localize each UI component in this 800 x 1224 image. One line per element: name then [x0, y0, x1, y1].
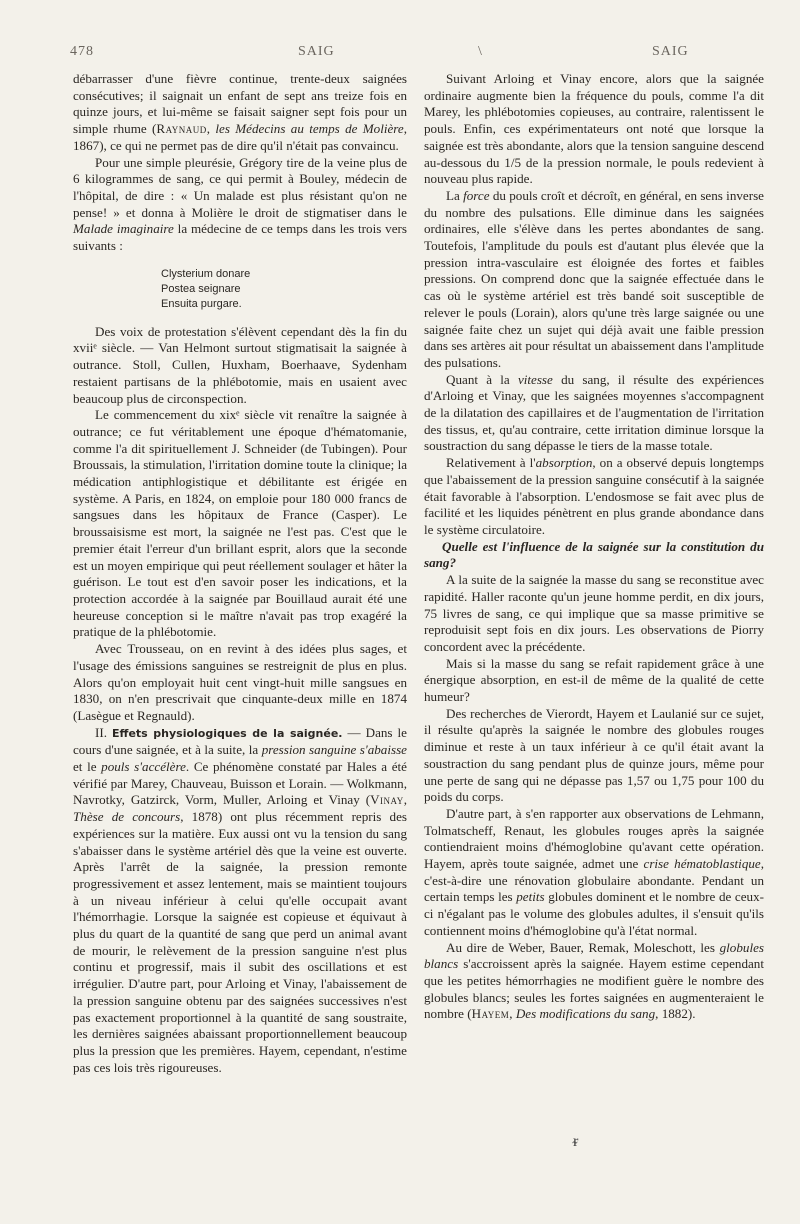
left-column	[73, 71, 407, 1076]
header-title-left: SAIG	[298, 44, 335, 59]
verse-line: Ensuita purgare.	[161, 297, 242, 310]
verse-quote	[161, 267, 407, 312]
paragraph-5: Avec Trousseau, on en revint à des idées plus sages, et l'usage des émissions sanguines se restreignit de plus en plus. Alors qu'on employait huit cent vingt-huit mille sangsues en 1830, on n'en prescrivait que cinquante-deux mille en 1874 (Lasègue et Regnauld).	[73, 641, 407, 723]
page-number: 478	[70, 44, 94, 59]
paragraph-2: Pour une simple pleurésie, Grégory tire de la veine plus de 6 kilogrammes de sang, ce qui permit à Bouley, médecin de l'hôpital, de dire : « Un malade est plus résistant qu'on ne pense! » et donna à Molière le droit de stigmatiser dans le Malade imaginaire la médecine de ce temps dans les trois vers suivants :	[73, 154, 407, 254]
header-slash: \	[478, 44, 483, 59]
paragraph-15: Au dire de Weber, Bauer, Remak, Moleschott, les globules blancs s'accroissent après la saignée. Hayem estime cependant que les petites hémorrhagies ne modifient guère le nombre des globules blancs; seules les fortes saignées en augmenteraient le nombre (Hayem, Des modifications du sang, 1882).	[424, 939, 764, 1022]
paragraph-11: A la suite de la saignée la masse du sang se reconstitue avec rapidité. Haller raconte qu'un jeune homme perdit, en dix jours, 75 livres de sang, ce qui implique que sa masse primitive se reproduisit sept fois en dix jours. Les observations de Piorry concordent avec la précédente.	[424, 572, 764, 654]
verse-line: Postea seignare	[161, 282, 241, 295]
paragraph-13: Des recherches de Vierordt, Hayem et Laulanié sur ce sujet, il résulte qu'après la saignée le nombre des globules rouges diminue et reste à un taux inférieur à ce qu'il était avant la soustraction du sang pendant plus de quinze jours, même pour une perte de sang qui ne dépasse pas 1,57 ou 1,75 pour 100 du poids du corps.	[424, 705, 764, 805]
header-title-right: SAIG	[652, 44, 689, 59]
right-column	[424, 71, 764, 1023]
paragraph-1: débarrasser d'une fièvre continue, trente-deux saignées consécutives; il saignait un enfant de sept ans treize fois en quinze jours, et lui-même se faisait saigner sept fois pour un simple rhume (Raynaud, les Médecins au temps de Molière, 1867), ce qui ne permet pas de dire qu'il n'était pas convaincu.	[73, 71, 408, 153]
subsection-heading: Quelle est l'influence de la saignée sur la constitution du sang?	[424, 538, 764, 571]
paragraph-12: Mais si la masse du sang se refait rapidement grâce à une énergique absorption, en est-il de même de la qualité de cette humeur?	[424, 655, 764, 705]
paragraph-14: D'autre part, à s'en rapporter aux observations de Lehmann, Tolmatscheff, Renaut, les globules rouges après la saignée contiendraient moins d'hémoglobine qu'avant cette opération. Hayem, après toute saignée, admet une crise hématoblastique, c'est-à-dire une rénovation globulaire abondante. Pendant un certain temps les petits globules dominent et le nombre de ceux-ci n'égalant pas le volume des globules adultes, il s'ensuit qu'ils contiennent moins d'hémoglobine qu'à l'état normal.	[424, 805, 765, 938]
running-header	[70, 44, 740, 66]
paragraph-9: Quant à la vitesse du sang, il résulte des expériences d'Arloing et Vinay, que les saignées moyennes s'accompagnent de la dilatation des capillaires et de l'augmentation de l'irritation des tissus, et, qu'au contraire, cette irritation diminue lorsque la soustraction du sang dépasse le tiers de la masse totale.	[424, 371, 764, 454]
paragraph-4: Le commencement du xixᵉ siècle vit renaître la saignée à outrance; ce fut véritablement une époque d'hématomanie, comme l'a dit spirituellement J. Schneider (de Tubingen). Pour Broussais, la stimulation, l'irritation domine toute la clinique; la médication antiphlogistique et débilitante est érigée en système. A Paris, en 1824, on emploie pour 180 000 francs de sangsues dans les hôpitaux de France (Casper). Le broussaisisme est mort, la saignée ne l'est pas. C'est que le premier était l'erreur d'un brillant esprit, alors que la seconde est un moyen empirique qui peut réellement soulager et hâter la guérison. Le tout est d'en savoir poser les indications, et la protection accordée à la saignée par Bouillaud aurait été une heureuse conception si le maître n'avait pas trop exagéré la pratique de la phlébotomie.	[73, 407, 408, 640]
verse-line: Clysterium donare	[161, 267, 251, 280]
section-heading: Effets physiologiques de la saignée.	[112, 726, 343, 740]
footer-mark: ᵲ	[573, 1133, 579, 1150]
paragraph-10: Relativement à l'absorption, on a observé depuis longtemps que l'abaissement de la pression sanguine consécutif à la saignée était favorable à l'absorption. L'endosmose se fait avec plus de facilité et les liquides pénètrent en plus grande abondance dans le système circulatoire.	[424, 455, 764, 537]
paragraph-7: Suivant Arloing et Vinay encore, alors que la saignée ordinaire augmente bien la fréquence du pouls, comme l'a dit Marey, les phlébotomies copieuses, au contraire, ralentissent le pouls. Enfin, ces expérimentateurs ont noté que lorsque la saignée est très abondante, alors que la tension sanguine descend au-dessous du 1/5 de la pression normale, le pouls redevient à nouveau plus rapide.	[424, 71, 764, 187]
paragraph-6: II. Effets physiologiques de la saignée. — Dans le cours d'une saignée, et à la suite, la pression sanguine s'abaisse et le pouls s'accélère. Ce phénomène constaté par Hales a été vérifié par Marey, Chauveau, Buisson et Lorain. — Wolkmann, Navrotky, Gatzirck, Vorm, Muller, Arloing et Vinay (Vinay, Thèse de concours, 1878) ont plus récemment repris des expériences sur la matière. Eux aussi ont vu la tension du sang s'abaisser dans le système artériel dès que la veine est ouverte. Après l'arrêt de la saignée, la pression remonte progressivement et assez lentement, mais se maintient toujours à un niveau inférieur à celui qu'elle occupait avant l'hémorrhagie. Lorsque la saignée est copieuse et équivaut à plus du quart de la quantité de sang que perd un animal avant de mourir, le relèvement de la pression sanguine n'est plus continu et progressif, mais il subit des oscillations et est irrégulier. D'autre part, pour Arloing et Vinay, l'abaissement de la pression sanguine obtenu par des saignées successives n'est pas exactement proportionnel à la quantité de sang soustraite, les dernières saignées abaissant proportionnellement beaucoup plus la pression que les premières. Hayem, cependant, n'estime pas ces lois très rigoureuses.	[73, 724, 407, 1075]
paragraph-8: La force du pouls croît et décroît, en général, en sens inverse du nombre des pulsations. Elle diminue dans les saignées ordinaires, elle s'élève dans les pertes abondantes de sang. Toutefois, l'amplitude du pouls est d'autant plus élevée que la pression intra-vasculaire est éloignée des fortes et faibles pressions. On comprend donc que la saignée effectuée dans le cas où le système artériel est très bandé soit susceptible de relever le pouls (Lorain), alors qu'une très large saignée ou une saignée faite chez un sujet qui déjà avait une faible pression dans ses artères ait pour résultat un abaissement dans l'amplitude des pulsations.	[424, 187, 764, 370]
paragraph-3: Des voix de protestation s'élèvent cependant dès la fin du xviiᵉ siècle. — Van Helmont surtout stigmatisait la saignée à outrance. Stoll, Cullen, Huxham, Boerhaave, Sydenham restaient partisans de la phlébotomie, mais en usaient avec beaucoup plus de circonspection.	[73, 323, 407, 406]
